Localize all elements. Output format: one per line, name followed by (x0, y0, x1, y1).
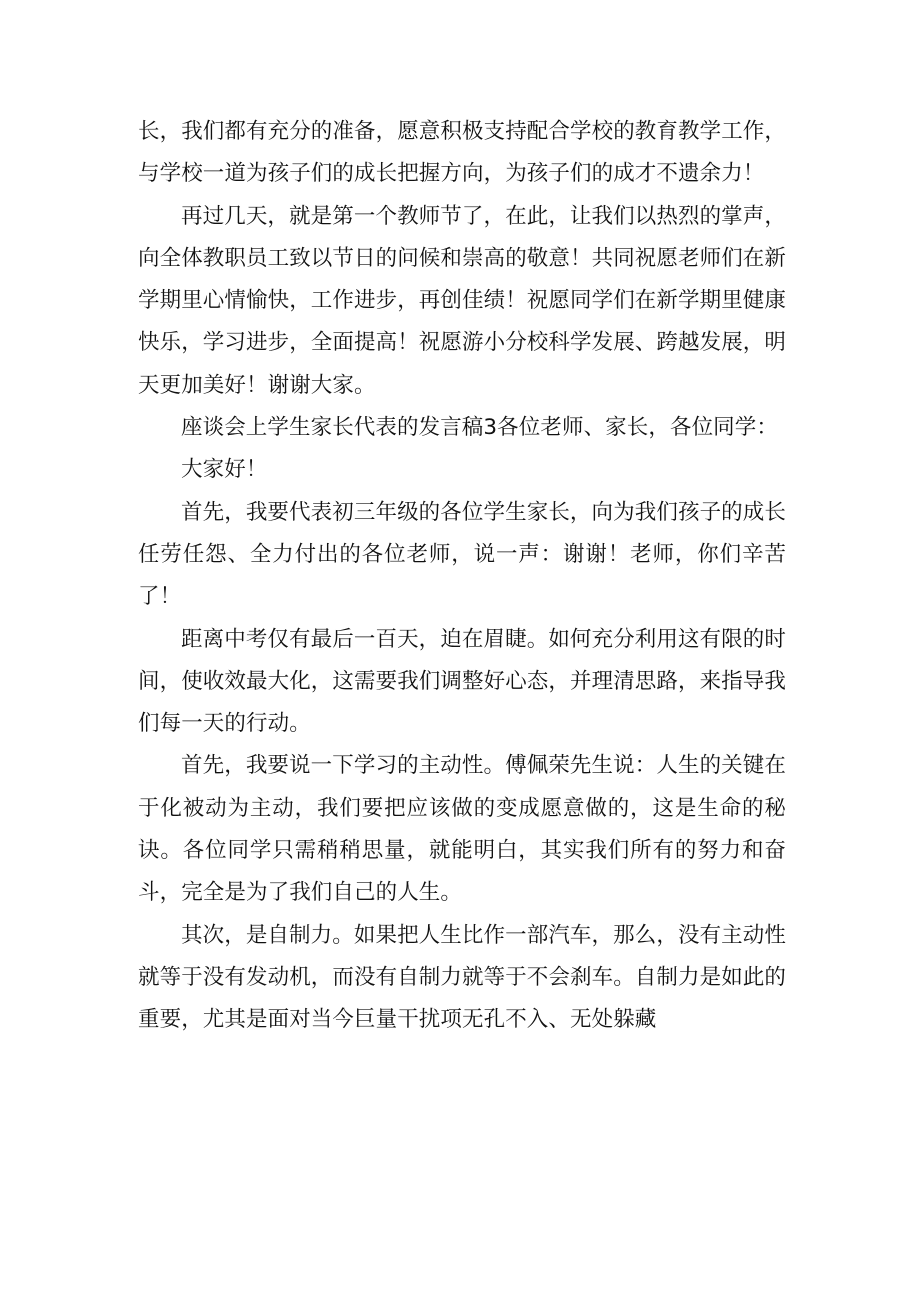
paragraph-5: 首先，我要代表初三年级的各位学生家长，向为我们孩子的成长任劳任怨、全力付出的各位老师，说一声：谢谢！老师，你们辛苦了！ (138, 499, 786, 610)
paragraph-4: 大家好！ (181, 457, 268, 483)
paragraph-6: 距离中考仅有最后一百天，迫在眉睫。如何充分利用这有限的时间，使收效最大化，这需要我们调整好心态，并理清思路，来指导我们每一天的行动。 (138, 626, 787, 737)
paragraph-7: 首先，我要说一下学习的主动性。傅佩荣先生说：人生的关键在于化被动为主动，我们要把应该做的变成愿意做的，这是生命的秘诀。各位同学只需稍稍思量，就能明白，其实我们所有的努力和奋斗，完全是为了我们自己的人生。 (138, 753, 786, 906)
paragraph-8: 其次，是自制力。如果把人生比作一部汽车，那么，没有主动性就等于没有发动机，而没有自制力就等于不会刹车。自制力是如此的重要，尤其是面对当今巨量干扰项无孔不入、无处躲藏 (138, 922, 787, 1033)
document-body (138, 111, 786, 1042)
paragraph-3: 座谈会上学生家长代表的发言稿3各位老师、家长，各位同学： (181, 415, 778, 441)
paragraph-1: 长，我们都有充分的准备，愿意积极支持配合学校的教育教学工作，与学校一道为孩子们的成长把握方向，为孩子们的成才不遗余力！ (138, 119, 787, 187)
paragraph-2: 再过几天，就是第一个教师节了，在此，让我们以热烈的掌声，向全体教职员工致以节日的问候和崇高的敬意！共同祝愿老师们在新学期里心情愉快，工作进步，再创佳绩！祝愿同学们在新学期里健康快乐，学习进步，全面提高！祝愿游小分校科学发展、跨越发展，明天更加美好！谢谢大家。 (138, 203, 787, 398)
